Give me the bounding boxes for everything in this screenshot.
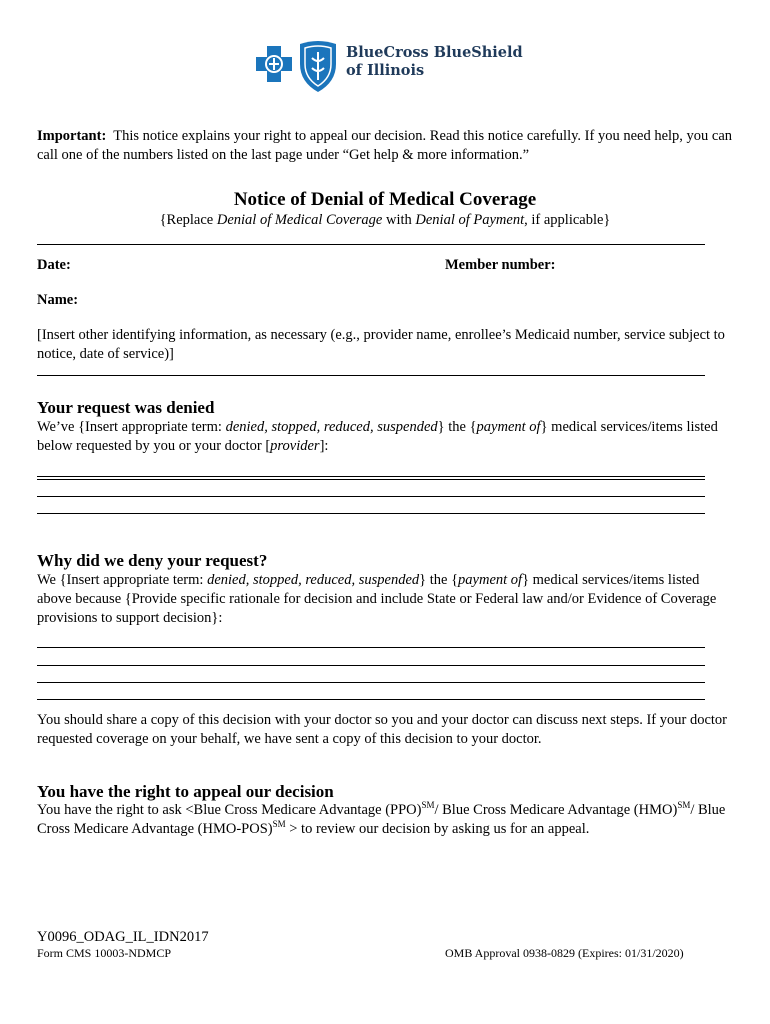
brand-name — [346, 44, 523, 80]
denied-text-em-3: provider — [270, 438, 320, 454]
member-number-label: Member number: — [445, 257, 556, 273]
document-title: Notice of Denial of Medical Coverage — [233, 189, 537, 210]
service-mark: SM — [677, 800, 691, 811]
why-text-em-1: denied, stopped, reduced, suspended — [207, 572, 420, 588]
appeal-text-4: > to review our decision by asking us for an appeal. — [285, 821, 590, 837]
brand-line-1: BlueCross BlueShield — [346, 44, 523, 61]
blank-line — [37, 513, 705, 514]
appeal-paragraph — [37, 801, 727, 839]
section-heading-denied: Your request was denied — [37, 398, 215, 417]
bcbs-logo — [254, 38, 534, 94]
blank-line — [37, 496, 705, 497]
footer-omb-approval: OMB Approval 0938-0829 (Expires: 01/31/2020) — [445, 946, 684, 960]
denied-text-pre: We’ve {Insert appropriate term: — [37, 419, 226, 435]
brand-line-2: of Illinois — [346, 62, 425, 79]
why-text-post: } medical services/items listed above because {Provide specific rationale for decision and include State or Federal law and/or Evidence of Coverage provisions to support decision}: — [37, 572, 717, 626]
important-text: This notice explains your right to appeal our decision. Read this notice carefully. If you need help, you can call one of the numbers listed on the last page under “Get help & more information.” — [37, 128, 733, 163]
service-mark: SM — [272, 819, 286, 830]
denied-paragraph — [37, 418, 727, 456]
section-heading-appeal: You have the right to appeal our decision — [37, 782, 334, 801]
blue-shield-icon — [296, 38, 340, 94]
name-label: Name: — [37, 292, 79, 308]
divider — [37, 244, 705, 245]
blue-cross-icon — [254, 38, 294, 90]
why-text-em-2: payment of — [458, 572, 523, 588]
appeal-text-1: You have the right to ask <Blue Cross Medicare Advantage (PPO) — [37, 802, 422, 818]
blank-line — [37, 699, 705, 700]
blank-line — [37, 647, 705, 648]
section-heading-why: Why did we deny your request? — [37, 551, 268, 570]
denied-text-post: ]: — [319, 438, 329, 454]
appeal-text-3: / Blue Cross Medicare Advantage (HMO-POS) — [37, 802, 726, 837]
why-paragraph — [37, 571, 727, 628]
denied-text-em-1: denied, stopped, reduced, suspended — [225, 419, 438, 435]
denied-text-mid-2: } medical services/items listed below requested by you or your doctor [ — [37, 419, 718, 454]
document-subtitle — [0, 211, 770, 230]
important-label: Important: — [37, 128, 107, 144]
blank-line — [37, 479, 705, 480]
subtitle-post: , if applicable} — [524, 212, 611, 228]
denied-text-em-2: payment of — [476, 419, 541, 435]
other-info-text: [Insert other identifying information, as necessary (e.g., provider name, enrollee’s Medicaid number, service subject to notice, date of service)] — [37, 327, 725, 362]
appeal-text-2: / Blue Cross Medicare Advantage (HMO) — [434, 802, 678, 818]
why-text-pre: We {Insert appropriate term: — [37, 572, 208, 588]
service-mark: SM — [421, 800, 435, 811]
share-paragraph: You should share a copy of this decision with your doctor so you and your doctor can discuss next steps. If your doctor requested coverage on your behalf, we have sent a copy of this decision to your doctor. — [37, 712, 727, 747]
subtitle-em-1: Denial of Medical Coverage — [216, 212, 383, 228]
blank-line — [37, 665, 705, 666]
subtitle-mid: with — [382, 212, 416, 228]
date-label: Date: — [37, 257, 71, 273]
important-notice — [37, 127, 737, 165]
footer-code: Y0096_ODAG_IL_IDN2017 — [37, 929, 209, 945]
denied-text-mid-1: } the { — [437, 419, 477, 435]
footer-form-number: Form CMS 10003-NDMCP — [37, 946, 172, 960]
divider — [37, 375, 705, 376]
blank-line — [37, 476, 705, 477]
blank-line — [37, 682, 705, 683]
subtitle-em-2: Denial of Payment — [415, 212, 525, 228]
subtitle-pre: {Replace — [159, 212, 217, 228]
why-text-mid-1: } the { — [419, 572, 459, 588]
